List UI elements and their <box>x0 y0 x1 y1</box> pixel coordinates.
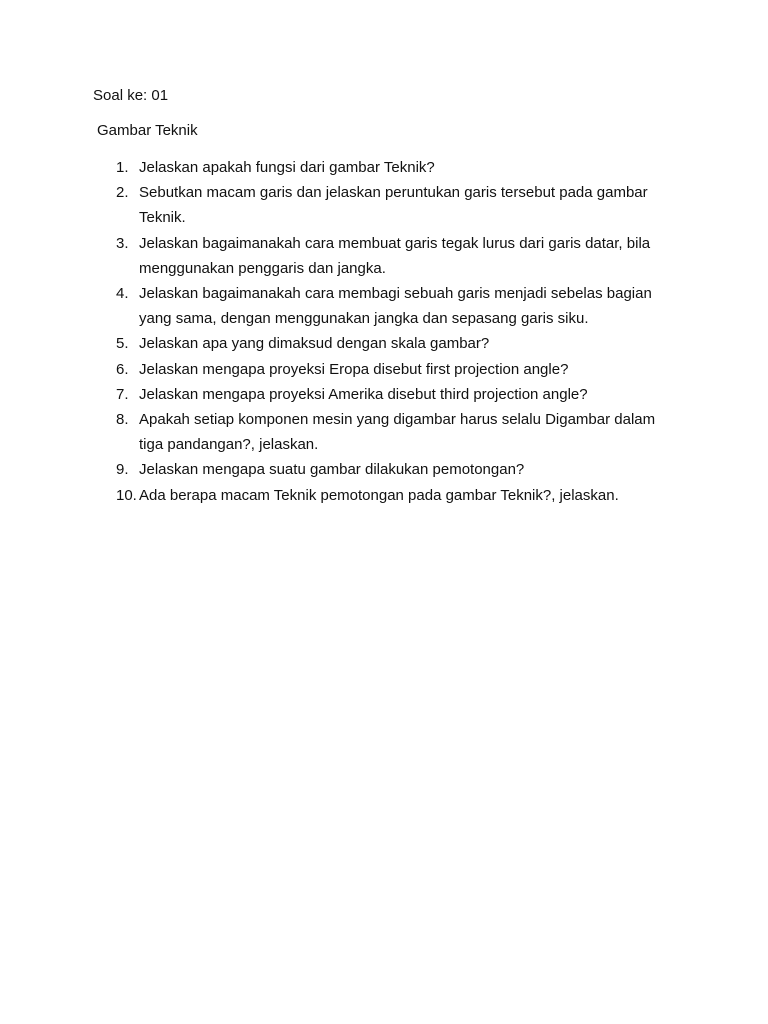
question-text: Jelaskan apa yang dimaksud dengan skala gambar? <box>139 335 490 353</box>
question-item <box>0 382 768 407</box>
question-text: Jelaskan bagaimanakah cara membagi sebuah garis menjadi sebelas bagian yang sama, dengan menggunakan jangka dan sepasang garis siku. <box>139 285 652 328</box>
question-text: Jelaskan mengapa proyeksi Amerika disebut third projection angle? <box>139 385 588 403</box>
question-number: 3. <box>116 234 129 252</box>
question-item <box>0 331 768 356</box>
question-text: Sebutkan macam garis dan jelaskan peruntukan garis tersebut pada gambar Teknik. <box>139 184 648 227</box>
question-item <box>0 231 768 281</box>
question-number: 5. <box>116 335 129 353</box>
question-item <box>0 180 768 230</box>
question-number: 7. <box>116 385 129 403</box>
question-text: Jelaskan apakah fungsi dari gambar Teknik? <box>139 159 435 176</box>
question-text: Jelaskan bagaimanakah cara membuat garis tegak lurus dari garis datar, bila menggunakan penggaris dan jangka. <box>139 234 651 277</box>
question-text: Jelaskan mengapa proyeksi Eropa disebut first projection angle? <box>139 360 569 378</box>
question-item <box>0 357 768 382</box>
subject-title: Gambar Teknik <box>97 122 198 139</box>
question-text: Jelaskan mengapa suatu gambar dilakukan pemotongan? <box>139 461 525 479</box>
question-text: Ada berapa macam Teknik pemotongan pada gambar Teknik?, jelaskan. <box>139 486 619 504</box>
question-number: 1. <box>116 159 129 176</box>
question-item <box>0 407 768 457</box>
question-item <box>0 281 768 331</box>
question-number: 9. <box>116 461 129 479</box>
question-number: 2. <box>116 184 129 202</box>
question-item <box>0 457 768 482</box>
question-item <box>0 155 768 180</box>
question-number: 4. <box>116 285 129 303</box>
question-set-label: Soal ke: 01 <box>93 87 169 104</box>
question-list <box>0 155 768 508</box>
question-number: 6. <box>116 360 129 378</box>
question-item <box>0 483 768 508</box>
question-text: Apakah setiap komponen mesin yang digambar harus selalu Digambar dalam tiga pandangan?, jelaskan. <box>139 411 656 454</box>
question-number: 10. <box>116 486 137 504</box>
question-number: 8. <box>116 411 129 429</box>
